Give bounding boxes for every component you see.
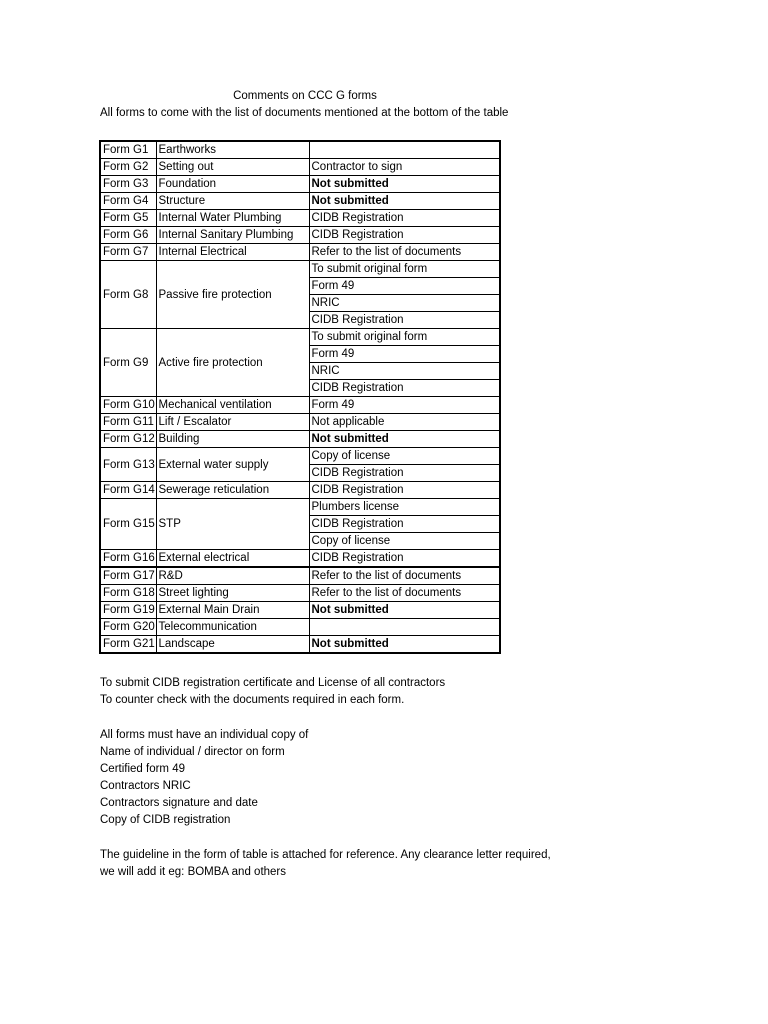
guideline-note: [100, 847, 620, 881]
required-document-line: All forms must have an individual copy of: [100, 729, 309, 741]
required-document-line: Name of individual / director on form: [100, 746, 285, 758]
table-row: [100, 414, 500, 431]
submission-instructions: [100, 675, 620, 709]
form-code-cell: Form G3: [100, 176, 156, 193]
required-document-line: Copy of CIDB registration: [100, 814, 231, 826]
table-row: [100, 159, 500, 176]
comment-cell: Not applicable: [309, 414, 500, 431]
form-code-cell: Form G19: [100, 602, 156, 619]
table-row: [100, 448, 500, 465]
table-row: [100, 567, 500, 585]
comment-cell: Form 49: [309, 278, 500, 295]
work-item-cell: Building: [156, 431, 309, 448]
required-document-line: Certified form 49: [100, 763, 186, 775]
comment-cell: Copy of license: [309, 448, 500, 465]
comment-cell: To submit original form: [309, 329, 500, 346]
form-code-cell: Form G21: [100, 636, 156, 654]
form-code-cell: Form G9: [100, 329, 156, 397]
table-row: [100, 499, 500, 516]
comment-cell: Form 49: [309, 346, 500, 363]
form-code-cell: Form G1: [100, 141, 156, 159]
comment-cell: Form 49: [309, 397, 500, 414]
comment-cell: CIDB Registration: [309, 465, 500, 482]
document-title: Comments on CCC G forms: [233, 90, 377, 102]
table-row: [100, 602, 500, 619]
comment-cell: NRIC: [309, 295, 500, 312]
work-item-cell: Landscape: [156, 636, 309, 654]
comment-cell: Refer to the list of documents: [309, 244, 500, 261]
comment-cell: To submit original form: [309, 261, 500, 278]
table-row: [100, 585, 500, 602]
comment-cell: CIDB Registration: [309, 482, 500, 499]
form-code-cell: Form G20: [100, 619, 156, 636]
comment-cell: Not submitted: [309, 636, 500, 654]
table-row: [100, 431, 500, 448]
required-documents-list: [100, 727, 620, 829]
form-code-cell: Form G5: [100, 210, 156, 227]
work-item-cell: Passive fire protection: [156, 261, 309, 329]
comment-cell: CIDB Registration: [309, 550, 500, 568]
table-row: [100, 141, 500, 159]
table-row: [100, 397, 500, 414]
comment-cell: NRIC: [309, 363, 500, 380]
form-code-cell: Form G12: [100, 431, 156, 448]
work-item-cell: Street lighting: [156, 585, 309, 602]
form-code-cell: Form G14: [100, 482, 156, 499]
form-code-cell: Form G16: [100, 550, 156, 568]
work-item-cell: Sewerage reticulation: [156, 482, 309, 499]
work-item-cell: Structure: [156, 193, 309, 210]
required-document-line: Contractors NRIC: [100, 780, 191, 792]
table-row: [100, 193, 500, 210]
form-code-cell: Form G11: [100, 414, 156, 431]
form-code-cell: Form G8: [100, 261, 156, 329]
work-item-cell: Mechanical ventilation: [156, 397, 309, 414]
work-item-cell: External Main Drain: [156, 602, 309, 619]
intro-text: All forms to come with the list of documents mentioned at the bottom of the table: [100, 107, 509, 119]
table-row: [100, 210, 500, 227]
comment-cell: Not submitted: [309, 176, 500, 193]
comment-cell: Not submitted: [309, 431, 500, 448]
form-code-cell: Form G17: [100, 567, 156, 585]
instruction-line: To submit CIDB registration certificate and License of all contractors: [100, 677, 446, 689]
comment-cell: CIDB Registration: [309, 516, 500, 533]
form-code-cell: Form G10: [100, 397, 156, 414]
work-item-cell: Foundation: [156, 176, 309, 193]
table-row: [100, 636, 500, 654]
work-item-cell: External electrical: [156, 550, 309, 568]
work-item-cell: Earthworks: [156, 141, 309, 159]
guideline-line: The guideline in the form of table is attached for reference. Any clearance letter required,: [100, 849, 551, 861]
table-row: [100, 482, 500, 499]
form-code-cell: Form G7: [100, 244, 156, 261]
work-item-cell: External water supply: [156, 448, 309, 482]
comment-cell: Not submitted: [309, 602, 500, 619]
work-item-cell: Lift / Escalator: [156, 414, 309, 431]
required-document-line: Contractors signature and date: [100, 797, 258, 809]
forms-table-body: [100, 141, 500, 653]
comment-cell: [309, 141, 500, 159]
form-code-cell: Form G18: [100, 585, 156, 602]
comment-cell: CIDB Registration: [309, 312, 500, 329]
work-item-cell: Active fire protection: [156, 329, 309, 397]
form-code-cell: Form G15: [100, 499, 156, 550]
form-code-cell: Form G2: [100, 159, 156, 176]
form-code-cell: Form G13: [100, 448, 156, 482]
table-row: [100, 619, 500, 636]
table-row: [100, 329, 500, 346]
table-row: [100, 227, 500, 244]
comment-cell: Contractor to sign: [309, 159, 500, 176]
forms-table: [99, 140, 501, 654]
work-item-cell: Telecommunication: [156, 619, 309, 636]
work-item-cell: Internal Water Plumbing: [156, 210, 309, 227]
table-row: [100, 550, 500, 568]
table-row: [100, 244, 500, 261]
comment-cell: [309, 619, 500, 636]
comment-cell: Copy of license: [309, 533, 500, 550]
work-item-cell: Setting out: [156, 159, 309, 176]
table-row: [100, 176, 500, 193]
work-item-cell: Internal Electrical: [156, 244, 309, 261]
guideline-line: we will add it eg: BOMBA and others: [100, 866, 287, 878]
comment-cell: Plumbers license: [309, 499, 500, 516]
comment-cell: Refer to the list of documents: [309, 585, 500, 602]
comment-cell: Not submitted: [309, 193, 500, 210]
comment-cell: CIDB Registration: [309, 210, 500, 227]
work-item-cell: STP: [156, 499, 309, 550]
form-code-cell: Form G6: [100, 227, 156, 244]
work-item-cell: R&D: [156, 567, 309, 585]
form-code-cell: Form G4: [100, 193, 156, 210]
work-item-cell: Internal Sanitary Plumbing: [156, 227, 309, 244]
comment-cell: Refer to the list of documents: [309, 567, 500, 585]
comment-cell: CIDB Registration: [309, 227, 500, 244]
table-row: [100, 261, 500, 278]
instruction-line: To counter check with the documents required in each form.: [100, 694, 405, 706]
comment-cell: CIDB Registration: [309, 380, 500, 397]
